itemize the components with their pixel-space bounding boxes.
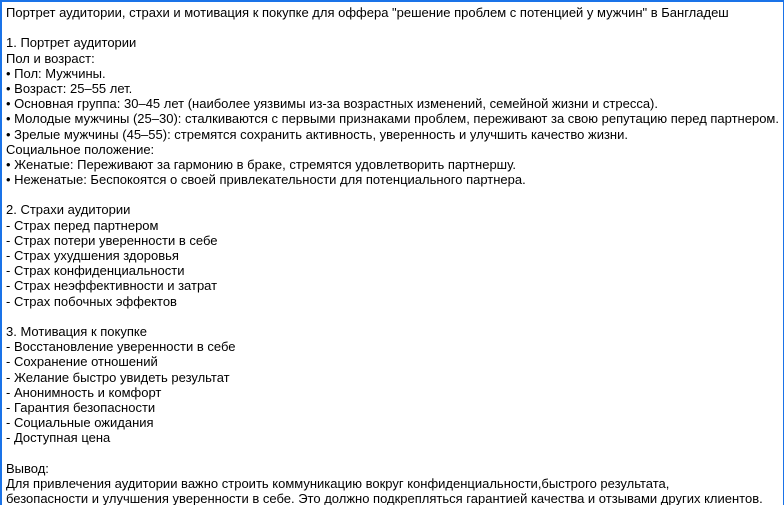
portrait-heading: 1. Портрет аудитории bbox=[6, 35, 137, 51]
text-line: • Женатые: Переживают за гармонию в браке, стремятся удовлетворить партнершу. bbox=[6, 156, 516, 172]
text-line: • Пол: Мужчины. bbox=[6, 65, 106, 81]
text-line: - Восстановление уверенности в себе bbox=[6, 339, 236, 355]
text-line: - Социальные ожидания bbox=[6, 415, 154, 431]
motivation-heading: 3. Мотивация к покупке bbox=[6, 323, 147, 339]
text-line: • Молодые мужчины (25–30): сталкиваются с первыми признаками проблем, переживают за свою репутацию перед партнером. bbox=[6, 111, 779, 127]
text-line: - Доступная цена bbox=[6, 430, 111, 446]
text-line: - Сохранение отношений bbox=[6, 354, 158, 370]
portrait-section bbox=[6, 35, 779, 187]
text-line: - Страх потери уверенности в себе bbox=[6, 232, 218, 248]
text-line: • Зрелые мужчины (45–55): стремятся сохранить активность, уверенность и улучшить качество жизни. bbox=[6, 126, 628, 142]
text-line: - Страх конфиденциальности bbox=[6, 263, 185, 279]
text-line: - Страх перед партнером bbox=[6, 217, 159, 233]
text-line: - Анонимность и комфорт bbox=[6, 384, 162, 400]
text-line: - Страх неэффективности и затрат bbox=[6, 278, 218, 294]
text-line: - Страх побочных эффектов bbox=[6, 293, 177, 309]
motivation-section bbox=[6, 324, 779, 446]
text-line: - Гарантия безопасности bbox=[6, 399, 156, 415]
text-line: Для привлечения аудитории важно строить коммуникацию вокруг конфиденциальности,быстрого результата, bbox=[6, 475, 670, 491]
text-line: - Страх ухудшения здоровья bbox=[6, 248, 179, 263]
text-line: • Возраст: 25–55 лет. bbox=[6, 80, 133, 96]
text-line: безопасности и улучшения уверенности в себе. Это должно подкрепляться гарантией качества и отзывами других клиентов. bbox=[6, 491, 763, 505]
fears-section bbox=[6, 202, 779, 308]
text-line: Пол и возраст: bbox=[6, 50, 95, 66]
text-line: - Желание быстро увидеть результат bbox=[6, 369, 230, 385]
fears-heading: 2. Страхи аудитории bbox=[6, 202, 131, 218]
text-line: • Неженатые: Беспокоятся о своей привлекательности для потенциального партнера. bbox=[6, 172, 526, 188]
conclusion-section bbox=[6, 461, 779, 505]
text-line: Социальное положение: bbox=[6, 141, 155, 157]
document-title: Портрет аудитории, страхи и мотивация к покупке для оффера "решение проблем с потенцией у мужчин" в Бангладеш bbox=[6, 5, 729, 20]
text-line: • Основная группа: 30–45 лет (наиболее уязвимы из-за возрастных изменений, семейной жизни и стресса). bbox=[6, 96, 658, 112]
conclusion-heading: Вывод: bbox=[6, 460, 49, 476]
